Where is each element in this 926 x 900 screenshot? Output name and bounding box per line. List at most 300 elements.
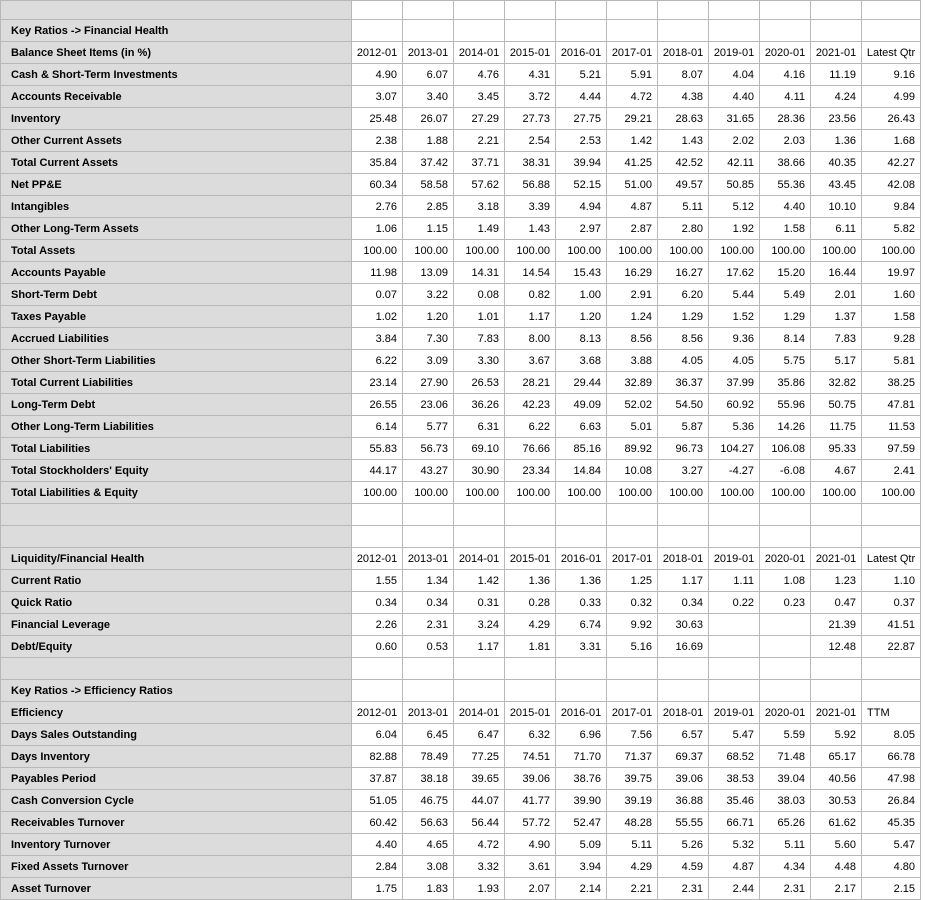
value-cell[interactable]: 2.21 [607,878,658,900]
value-cell[interactable]: 8.56 [607,328,658,350]
value-cell[interactable]: 37.87 [352,768,403,790]
value-cell[interactable]: 41.25 [607,152,658,174]
value-cell[interactable]: 0.34 [403,592,454,614]
value-cell[interactable]: 7.83 [454,328,505,350]
value-cell[interactable]: 96.73 [658,438,709,460]
year-header-cell[interactable]: 2018-01 [658,548,709,570]
year-header-cell[interactable]: 2020-01 [760,42,811,64]
value-cell[interactable]: 47.98 [862,768,921,790]
value-cell[interactable]: 0.33 [556,592,607,614]
row-label-cell[interactable]: Inventory [1,108,352,130]
value-cell[interactable]: 69.37 [658,746,709,768]
value-cell[interactable]: 3.72 [505,86,556,108]
value-cell[interactable]: 23.14 [352,372,403,394]
value-cell[interactable]: 38.66 [760,152,811,174]
value-cell[interactable]: 4.76 [454,64,505,86]
value-cell[interactable]: 6.96 [556,724,607,746]
value-cell[interactable]: 1.29 [760,306,811,328]
value-cell[interactable] [760,614,811,636]
year-header-cell[interactable]: Latest Qtr [862,42,921,64]
value-cell[interactable]: 89.92 [607,438,658,460]
value-cell[interactable]: 1.92 [709,218,760,240]
value-cell[interactable]: 32.89 [607,372,658,394]
year-header-cell[interactable]: 2017-01 [607,548,658,570]
value-cell[interactable]: 3.67 [505,350,556,372]
empty-cell[interactable] [505,680,556,702]
value-cell[interactable]: 5.92 [811,724,862,746]
value-cell[interactable]: 2.26 [352,614,403,636]
empty-cell[interactable] [505,20,556,42]
year-header-cell[interactable]: 2014-01 [454,42,505,64]
empty-cell[interactable] [607,504,658,526]
value-cell[interactable]: 49.57 [658,174,709,196]
value-cell[interactable]: 2.15 [862,878,921,900]
value-cell[interactable]: 1.83 [403,878,454,900]
value-cell[interactable]: 0.37 [862,592,921,614]
value-cell[interactable]: 8.05 [862,724,921,746]
value-cell[interactable]: 74.51 [505,746,556,768]
empty-cell[interactable] [760,680,811,702]
value-cell[interactable]: 1.29 [658,306,709,328]
value-cell[interactable]: 5.59 [760,724,811,746]
value-cell[interactable]: 4.29 [607,856,658,878]
year-header-cell[interactable]: 2015-01 [505,42,556,64]
empty-cell[interactable] [403,658,454,680]
value-cell[interactable]: 8.00 [505,328,556,350]
value-cell[interactable]: 2.53 [556,130,607,152]
empty-cell[interactable] [454,680,505,702]
section-title-cell[interactable] [1,526,352,548]
value-cell[interactable]: 29.44 [556,372,607,394]
value-cell[interactable]: 65.17 [811,746,862,768]
value-cell[interactable]: 26.43 [862,108,921,130]
value-cell[interactable]: 14.54 [505,262,556,284]
value-cell[interactable]: 71.37 [607,746,658,768]
value-cell[interactable]: 13.09 [403,262,454,284]
year-header-cell[interactable]: 2013-01 [403,702,454,724]
value-cell[interactable]: 6.45 [403,724,454,746]
value-cell[interactable]: 4.80 [862,856,921,878]
year-header-cell[interactable]: 2021-01 [811,548,862,570]
value-cell[interactable]: 2.84 [352,856,403,878]
value-cell[interactable]: 66.71 [709,812,760,834]
row-label-cell[interactable]: Days Sales Outstanding [1,724,352,746]
value-cell[interactable]: 44.17 [352,460,403,482]
value-cell[interactable]: 56.73 [403,438,454,460]
empty-cell[interactable] [811,20,862,42]
value-cell[interactable]: 4.44 [556,86,607,108]
row-label-cell[interactable]: Other Short-Term Liabilities [1,350,352,372]
value-cell[interactable]: 1.49 [454,218,505,240]
year-header-cell[interactable]: 2021-01 [811,42,862,64]
value-cell[interactable]: 5.77 [403,416,454,438]
value-cell[interactable]: 4.72 [607,86,658,108]
value-cell[interactable]: 6.63 [556,416,607,438]
value-cell[interactable]: 2.07 [505,878,556,900]
value-cell[interactable]: 35.86 [760,372,811,394]
value-cell[interactable]: 38.03 [760,790,811,812]
value-cell[interactable]: 39.75 [607,768,658,790]
value-cell[interactable]: 60.34 [352,174,403,196]
value-cell[interactable]: 3.08 [403,856,454,878]
value-cell[interactable]: 4.40 [760,196,811,218]
value-cell[interactable]: 52.15 [556,174,607,196]
value-cell[interactable]: 3.07 [352,86,403,108]
value-cell[interactable]: 1.68 [862,130,921,152]
value-cell[interactable]: 1.17 [505,306,556,328]
value-cell[interactable]: 45.35 [862,812,921,834]
value-cell[interactable]: 0.34 [658,592,709,614]
value-cell[interactable]: 27.75 [556,108,607,130]
value-cell[interactable]: 39.90 [556,790,607,812]
value-cell[interactable]: 1.88 [403,130,454,152]
value-cell[interactable]: 1.36 [556,570,607,592]
empty-cell[interactable] [556,526,607,548]
value-cell[interactable]: 29.21 [607,108,658,130]
year-header-cell[interactable]: 2018-01 [658,42,709,64]
row-label-cell[interactable]: Receivables Turnover [1,812,352,834]
row-label-cell[interactable]: Total Liabilities [1,438,352,460]
value-cell[interactable]: 2.87 [607,218,658,240]
value-cell[interactable]: 1.06 [352,218,403,240]
empty-cell[interactable] [811,1,862,20]
value-cell[interactable]: 4.87 [709,856,760,878]
row-label-cell[interactable]: Short-Term Debt [1,284,352,306]
row-label-cell[interactable]: Total Current Assets [1,152,352,174]
empty-cell[interactable] [454,658,505,680]
value-cell[interactable]: 100.00 [403,240,454,262]
empty-cell[interactable] [658,526,709,548]
value-cell[interactable]: 100.00 [556,482,607,504]
value-cell[interactable]: 5.11 [658,196,709,218]
value-cell[interactable]: 1.02 [352,306,403,328]
row-label-cell[interactable]: Current Ratio [1,570,352,592]
value-cell[interactable]: 31.65 [709,108,760,130]
value-cell[interactable]: 8.56 [658,328,709,350]
value-cell[interactable]: 0.31 [454,592,505,614]
value-cell[interactable]: 25.48 [352,108,403,130]
value-cell[interactable]: 104.27 [709,438,760,460]
empty-cell[interactable] [760,526,811,548]
empty-cell[interactable] [403,504,454,526]
row-label-cell[interactable]: Total Liabilities & Equity [1,482,352,504]
value-cell[interactable]: 1.58 [760,218,811,240]
value-cell[interactable]: 2.44 [709,878,760,900]
value-cell[interactable]: 4.05 [709,350,760,372]
empty-cell[interactable] [709,20,760,42]
value-cell[interactable]: 5.21 [556,64,607,86]
row-label-cell[interactable]: Long-Term Debt [1,394,352,416]
value-cell[interactable]: 0.47 [811,592,862,614]
value-cell[interactable]: 37.99 [709,372,760,394]
row-label-cell[interactable]: Net PP&E [1,174,352,196]
year-header-cell[interactable]: 2012-01 [352,702,403,724]
value-cell[interactable]: 6.14 [352,416,403,438]
value-cell[interactable]: 7.56 [607,724,658,746]
year-header-cell[interactable]: 2016-01 [556,702,607,724]
value-cell[interactable]: 11.98 [352,262,403,284]
value-cell[interactable]: 5.87 [658,416,709,438]
value-cell[interactable]: 1.34 [403,570,454,592]
value-cell[interactable]: 4.67 [811,460,862,482]
year-header-cell[interactable]: 2013-01 [403,42,454,64]
value-cell[interactable]: 26.55 [352,394,403,416]
empty-cell[interactable] [352,504,403,526]
value-cell[interactable]: 5.01 [607,416,658,438]
row-label-cell[interactable]: Total Stockholders' Equity [1,460,352,482]
value-cell[interactable]: 37.71 [454,152,505,174]
year-header-cell[interactable]: 2021-01 [811,702,862,724]
row-label-cell[interactable]: Total Assets [1,240,352,262]
year-header-cell[interactable]: 2014-01 [454,548,505,570]
value-cell[interactable]: 43.45 [811,174,862,196]
row-label-cell[interactable]: Cash & Short-Term Investments [1,64,352,86]
value-cell[interactable]: 26.07 [403,108,454,130]
value-cell[interactable]: 1.01 [454,306,505,328]
value-cell[interactable]: 51.00 [607,174,658,196]
value-cell[interactable]: 39.06 [658,768,709,790]
value-cell[interactable]: 27.73 [505,108,556,130]
value-cell[interactable]: 37.42 [403,152,454,174]
row-label-cell[interactable]: Days Inventory [1,746,352,768]
value-cell[interactable]: 100.00 [709,240,760,262]
value-cell[interactable]: 100.00 [760,240,811,262]
value-cell[interactable]: 9.84 [862,196,921,218]
value-cell[interactable]: 100.00 [607,482,658,504]
value-cell[interactable]: 27.90 [403,372,454,394]
empty-cell[interactable] [709,1,760,20]
value-cell[interactable]: 9.92 [607,614,658,636]
value-cell[interactable]: 71.48 [760,746,811,768]
value-cell[interactable]: 36.37 [658,372,709,394]
value-cell[interactable]: 23.56 [811,108,862,130]
value-cell[interactable]: -6.08 [760,460,811,482]
value-cell[interactable]: 4.24 [811,86,862,108]
value-cell[interactable]: 0.53 [403,636,454,658]
row-label-cell[interactable]: Other Current Assets [1,130,352,152]
row-label-cell[interactable]: Accounts Receivable [1,86,352,108]
value-cell[interactable]: 41.77 [505,790,556,812]
value-cell[interactable]: 100.00 [658,240,709,262]
value-cell[interactable]: 5.81 [862,350,921,372]
value-cell[interactable]: 38.25 [862,372,921,394]
empty-cell[interactable] [352,658,403,680]
empty-cell[interactable] [811,526,862,548]
value-cell[interactable]: 4.99 [862,86,921,108]
value-cell[interactable]: 11.53 [862,416,921,438]
empty-cell[interactable] [862,1,921,20]
row-label-cell[interactable]: Other Long-Term Liabilities [1,416,352,438]
value-cell[interactable]: 26.53 [454,372,505,394]
value-cell[interactable]: 6.57 [658,724,709,746]
empty-cell[interactable] [505,526,556,548]
value-cell[interactable]: 100.00 [607,240,658,262]
row-label-cell[interactable]: Accrued Liabilities [1,328,352,350]
header-label-cell[interactable]: Balance Sheet Items (in %) [1,42,352,64]
empty-cell[interactable] [454,20,505,42]
value-cell[interactable]: 0.82 [505,284,556,306]
value-cell[interactable]: 7.30 [403,328,454,350]
value-cell[interactable]: 2.14 [556,878,607,900]
value-cell[interactable]: 2.54 [505,130,556,152]
value-cell[interactable]: 65.26 [760,812,811,834]
year-header-cell[interactable]: 2016-01 [556,548,607,570]
value-cell[interactable]: 57.72 [505,812,556,834]
empty-cell[interactable] [658,680,709,702]
value-cell[interactable]: 56.63 [403,812,454,834]
value-cell[interactable]: 10.10 [811,196,862,218]
value-cell[interactable]: 14.31 [454,262,505,284]
value-cell[interactable]: 30.63 [658,614,709,636]
row-label-cell[interactable]: Inventory Turnover [1,834,352,856]
value-cell[interactable]: 4.59 [658,856,709,878]
value-cell[interactable]: 42.23 [505,394,556,416]
value-cell[interactable]: 68.52 [709,746,760,768]
value-cell[interactable]: 28.63 [658,108,709,130]
value-cell[interactable]: 0.23 [760,592,811,614]
value-cell[interactable]: 5.11 [607,834,658,856]
value-cell[interactable]: 61.62 [811,812,862,834]
row-label-cell[interactable]: Intangibles [1,196,352,218]
year-header-cell[interactable]: 2019-01 [709,42,760,64]
value-cell[interactable]: 55.36 [760,174,811,196]
value-cell[interactable]: 57.62 [454,174,505,196]
value-cell[interactable]: 1.55 [352,570,403,592]
empty-cell[interactable] [556,1,607,20]
value-cell[interactable]: 0.08 [454,284,505,306]
value-cell[interactable]: 66.78 [862,746,921,768]
value-cell[interactable]: 39.04 [760,768,811,790]
value-cell[interactable]: 16.69 [658,636,709,658]
value-cell[interactable]: 100.00 [454,240,505,262]
value-cell[interactable]: 100.00 [811,482,862,504]
value-cell[interactable]: 43.27 [403,460,454,482]
year-header-cell[interactable]: 2019-01 [709,548,760,570]
value-cell[interactable]: 100.00 [505,240,556,262]
year-header-cell[interactable]: 2017-01 [607,702,658,724]
value-cell[interactable]: 1.42 [454,570,505,592]
value-cell[interactable]: 97.59 [862,438,921,460]
year-header-cell[interactable]: 2019-01 [709,702,760,724]
value-cell[interactable]: 5.47 [709,724,760,746]
value-cell[interactable]: 6.04 [352,724,403,746]
empty-cell[interactable] [709,658,760,680]
value-cell[interactable]: 4.11 [760,86,811,108]
row-label-cell[interactable]: Payables Period [1,768,352,790]
value-cell[interactable] [760,636,811,658]
value-cell[interactable]: 42.52 [658,152,709,174]
empty-cell[interactable] [760,504,811,526]
value-cell[interactable]: 4.31 [505,64,556,86]
value-cell[interactable]: 3.45 [454,86,505,108]
value-cell[interactable]: 3.88 [607,350,658,372]
empty-cell[interactable] [811,504,862,526]
value-cell[interactable]: 51.05 [352,790,403,812]
value-cell[interactable]: 42.11 [709,152,760,174]
value-cell[interactable]: 1.36 [505,570,556,592]
row-label-cell[interactable]: Quick Ratio [1,592,352,614]
value-cell[interactable]: 2.17 [811,878,862,900]
value-cell[interactable] [709,636,760,658]
value-cell[interactable]: 82.88 [352,746,403,768]
value-cell[interactable]: 3.68 [556,350,607,372]
section-title-cell[interactable]: Key Ratios -> Financial Health [1,20,352,42]
value-cell[interactable]: 3.27 [658,460,709,482]
value-cell[interactable]: 38.31 [505,152,556,174]
value-cell[interactable]: 4.04 [709,64,760,86]
value-cell[interactable]: 1.36 [811,130,862,152]
empty-cell[interactable] [454,526,505,548]
empty-cell[interactable] [811,680,862,702]
value-cell[interactable]: 60.92 [709,394,760,416]
row-label-cell[interactable]: Taxes Payable [1,306,352,328]
value-cell[interactable]: 6.74 [556,614,607,636]
value-cell[interactable]: 5.60 [811,834,862,856]
empty-cell[interactable] [709,504,760,526]
value-cell[interactable]: 60.42 [352,812,403,834]
value-cell[interactable]: 8.14 [760,328,811,350]
value-cell[interactable]: 3.32 [454,856,505,878]
value-cell[interactable]: 5.36 [709,416,760,438]
value-cell[interactable]: 85.16 [556,438,607,460]
value-cell[interactable]: 17.62 [709,262,760,284]
value-cell[interactable]: 2.21 [454,130,505,152]
value-cell[interactable]: 4.40 [352,834,403,856]
value-cell[interactable]: 19.97 [862,262,921,284]
empty-cell[interactable] [556,658,607,680]
value-cell[interactable]: 4.34 [760,856,811,878]
value-cell[interactable]: 15.20 [760,262,811,284]
value-cell[interactable]: 4.05 [658,350,709,372]
year-header-cell[interactable]: 2018-01 [658,702,709,724]
value-cell[interactable]: 41.51 [862,614,921,636]
value-cell[interactable]: 100.00 [505,482,556,504]
value-cell[interactable]: 4.65 [403,834,454,856]
value-cell[interactable]: 1.20 [403,306,454,328]
value-cell[interactable]: 1.75 [352,878,403,900]
row-label-cell[interactable]: Asset Turnover [1,878,352,900]
value-cell[interactable]: 3.84 [352,328,403,350]
value-cell[interactable]: 35.46 [709,790,760,812]
value-cell[interactable]: 3.31 [556,636,607,658]
value-cell[interactable]: 1.25 [607,570,658,592]
value-cell[interactable]: 5.91 [607,64,658,86]
value-cell[interactable]: 3.61 [505,856,556,878]
value-cell[interactable]: 30.90 [454,460,505,482]
value-cell[interactable]: 16.27 [658,262,709,284]
empty-cell[interactable] [607,1,658,20]
value-cell[interactable]: 5.09 [556,834,607,856]
value-cell[interactable]: 1.15 [403,218,454,240]
value-cell[interactable]: 16.44 [811,262,862,284]
value-cell[interactable]: 27.29 [454,108,505,130]
empty-cell[interactable] [505,658,556,680]
empty-cell[interactable] [403,526,454,548]
value-cell[interactable]: 23.34 [505,460,556,482]
value-cell[interactable]: 38.53 [709,768,760,790]
value-cell[interactable]: 2.02 [709,130,760,152]
value-cell[interactable]: 32.82 [811,372,862,394]
value-cell[interactable]: 6.31 [454,416,505,438]
value-cell[interactable]: 1.60 [862,284,921,306]
value-cell[interactable]: 100.00 [454,482,505,504]
value-cell[interactable]: 40.56 [811,768,862,790]
value-cell[interactable]: 35.84 [352,152,403,174]
value-cell[interactable]: 100.00 [352,482,403,504]
value-cell[interactable]: 52.02 [607,394,658,416]
empty-cell[interactable] [658,658,709,680]
value-cell[interactable]: 5.82 [862,218,921,240]
